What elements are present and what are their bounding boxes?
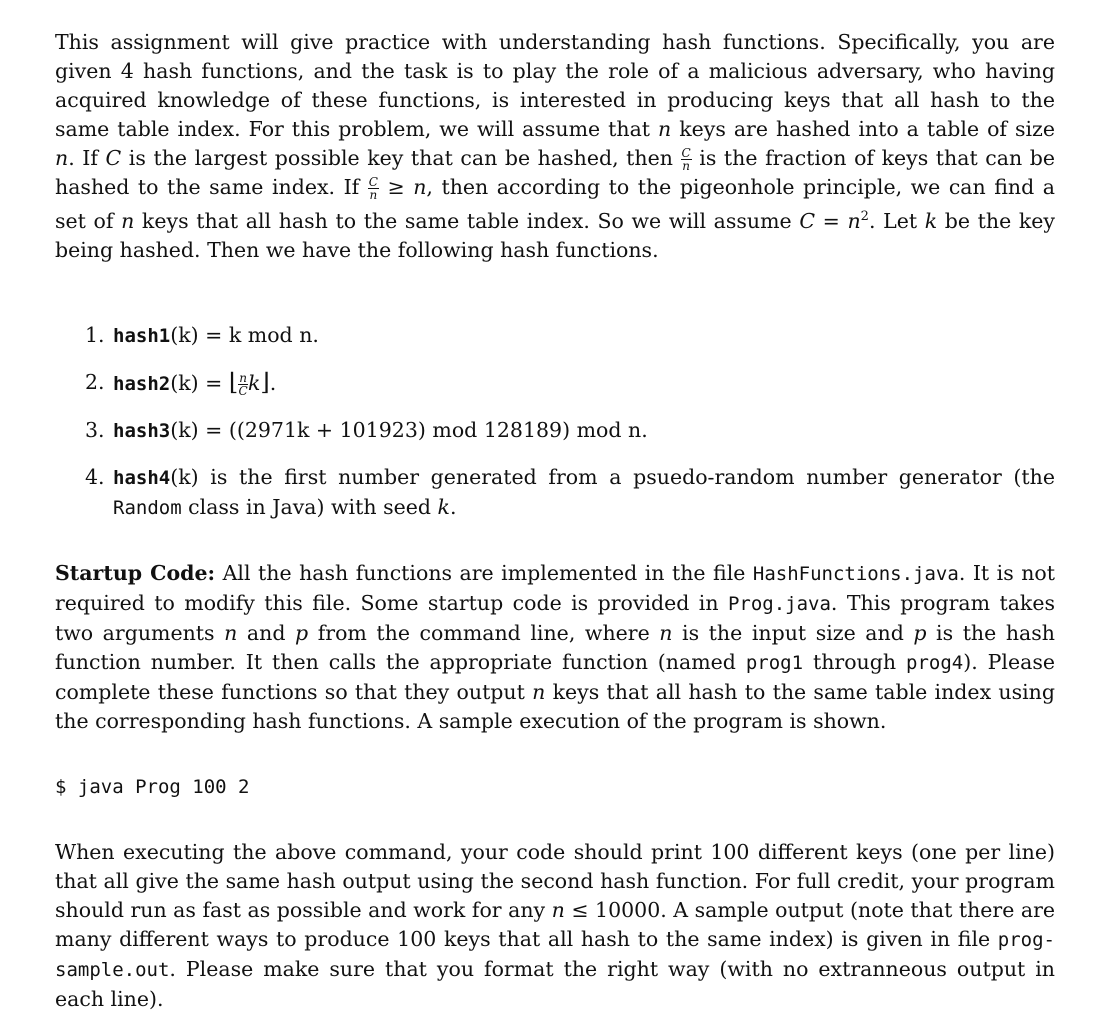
- function-name: prog4: [906, 651, 964, 674]
- var-k: k: [437, 494, 450, 519]
- hash-item-4: 4. hash4(k) is the first number generated from a psuedo-random number generator (the Random class in Java) with seed k.: [85, 464, 1055, 519]
- hash-formula: (k) = k mod n.: [170, 322, 319, 347]
- var-n: n: [658, 117, 672, 141]
- file-name: Prog.java: [727, 592, 831, 615]
- hash-formula: (k) = ((2971k + 101923) mod 128189) mod n.: [170, 417, 648, 442]
- intro-paragraph: This assignment will give practice with understanding hash functions. Specifically, you are given 4 hash functions, and the task is to play the role of a malicious adversary, who having acquired knowledge of these functions, is interested in producing keys that all hash to the same table index. For this problem, we will assume that n keys are hashed into a table of size n. If C is the largest possible key that can be hashed, then $\frac{C}{n}$ is the fraction of keys that can be hashed to the same index. If $\frac{C}{n}$ ≥ n, then according to the pigeonhole principle, we can find a set of n keys that all hash to the same table index. So we will assume $C = n^2$. Let k be the key being hashed. Then we have the following hash functions.: [55, 30, 1056, 262]
- equation-n: n: [847, 208, 861, 233]
- hash-function-list: [55, 321, 1055, 523]
- equation-exponent: 2: [860, 209, 869, 224]
- var-k: k: [924, 208, 938, 233]
- floor-left: ⌊: [228, 367, 239, 396]
- var-n: n: [121, 208, 135, 233]
- var-n: n: [413, 175, 427, 199]
- function-name: prog1: [745, 651, 804, 674]
- function-name: hash4: [113, 466, 171, 489]
- hash-item-3: [55, 416, 1055, 446]
- fraction-C-over-n: $\frac{C}{n}$: [368, 175, 378, 202]
- var-C: C: [105, 146, 122, 170]
- file-name: HashFunctions.java: [752, 562, 959, 585]
- list-index: 1.: [85, 322, 105, 347]
- startup-paragraph: Startup Code: All the hash functions are implemented in the file HashFunctions.java. It is not required to modify this file. Some startup code is provided in Prog.java. This program takes two arguments n and p from the command line, where n is the input size and p is the hash function number. It then calls the appropriate function (named prog1 through prog4). Please complete these functions so that they output n keys that all hash to the same table index using the corresponding hash functions. A sample execution of the program is shown.: [55, 560, 1055, 733]
- assignment-page: [55, 28, 1055, 1014]
- startup-heading: Startup Code:: [55, 560, 216, 585]
- fraction-n-over-C: $\frac{n}{C}$: [238, 370, 248, 398]
- hash-item-1: [55, 321, 1055, 351]
- closing-paragraph: When executing the above command, your code should print 100 different keys (one per line) that all give the same hash output using the second hash function. For full credit, your program should run as fast as possible and work for any n ≤ 10000. A sample output (note that there are many different ways to produce 100 keys that all hash to the same index) is given in file prog-sample.out. Please make sure that you format the right way (with no extranneous output in each line).: [55, 839, 1056, 1011]
- list-index: 3.: [85, 417, 105, 442]
- list-index: 2.: [85, 369, 105, 394]
- floor-right: ⌋: [260, 367, 270, 396]
- list-index: 4.: [85, 464, 105, 489]
- sample-command: $ java Prog 100 2: [55, 775, 250, 798]
- function-name: hash1: [113, 324, 171, 347]
- function-name: hash2: [113, 372, 171, 395]
- class-name: Random: [113, 496, 182, 519]
- function-name: hash3: [113, 419, 171, 442]
- var-k: k: [247, 370, 261, 395]
- fraction-C-over-n: $\frac{C}{n}$: [681, 146, 691, 173]
- file-name: prog-sample.out: [55, 928, 1055, 981]
- var-n: n: [55, 146, 69, 170]
- hash-item-2: 2. hash2(k) = ⌊ $\frac{n}{C}$ k⌋.: [85, 367, 277, 398]
- equation-C: C: [799, 208, 815, 233]
